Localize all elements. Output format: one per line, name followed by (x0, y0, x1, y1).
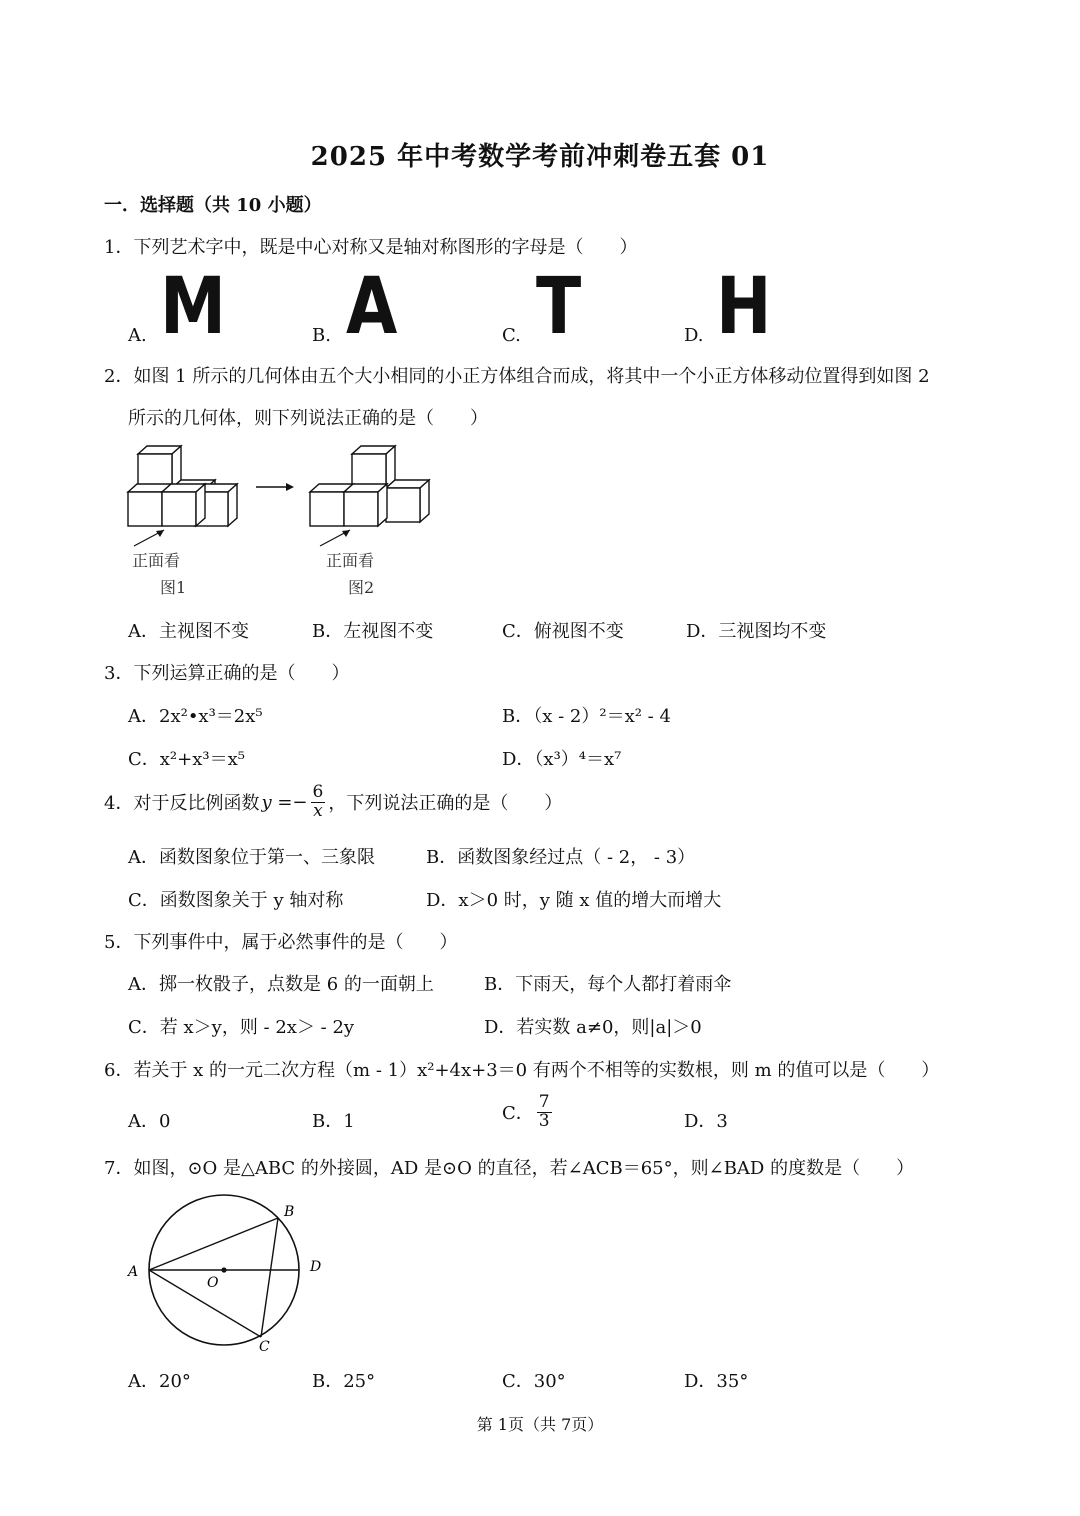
q1-option-b-label: B. (312, 325, 331, 346)
label-a: A (128, 1264, 139, 1280)
q4-option-d: D．x＞0 时，y 随 x 值的增大而增大 (426, 890, 722, 911)
q4-function: y =− (261, 791, 308, 813)
q1-option-d-label: D. (684, 325, 704, 346)
label-b: B (284, 1204, 295, 1220)
q2-cube-figures (120, 440, 440, 605)
q1-option-b-letter: A (346, 262, 398, 352)
q7-option-b: B．25° (312, 1371, 376, 1392)
q2-option-a: A．主视图不变 (128, 621, 249, 642)
fig1-view-label: 正面看 (132, 551, 181, 570)
label-c: C (259, 1339, 270, 1355)
chord-ac (149, 1270, 261, 1337)
q7-option-c: C．30° (502, 1371, 566, 1392)
q7-option-d: D．35° (684, 1371, 749, 1392)
label-o: O (207, 1275, 219, 1291)
q7-circle-figure (118, 1192, 338, 1357)
q1-option-a-label: A. (128, 325, 147, 346)
q6-option-c-fraction (537, 1094, 552, 1131)
figure-1-cubes (128, 446, 237, 526)
q4-prefix: 4．对于反比例函数 (104, 793, 260, 815)
chord-ab (149, 1218, 278, 1270)
q4-fraction-numerator: 6 (312, 782, 324, 802)
q1-option-d-letter: H (716, 262, 772, 352)
center-point (221, 1267, 226, 1272)
q5-option-c: C．若 x＞y，则 - 2x＞ - 2y (128, 1017, 355, 1038)
q1-option-a-letter: M (160, 262, 226, 352)
q6-option-c (502, 1094, 555, 1131)
q3-option-d: D．（x³）⁴＝x⁷ (502, 749, 622, 770)
label-d: D (310, 1259, 322, 1275)
q4-fraction (311, 784, 326, 821)
q3-option-b: B．（x - 2）²＝x² - 4 (502, 706, 671, 727)
question-2-stem-line2: 所示的几何体，则下列说法正确的是（ ） (128, 408, 488, 429)
q4-option-c: C．函数图象关于 y 轴对称 (128, 890, 344, 911)
q5-option-a: A．掷一枚骰子，点数是 6 的一面朝上 (128, 974, 434, 995)
q4-option-a: A．函数图象位于第一、三象限 (128, 847, 375, 868)
figure-2-cubes (310, 446, 429, 526)
fig1-caption: 图1 (160, 578, 187, 597)
q5-option-d: D．若实数 a≠0，则|a|＞0 (484, 1017, 702, 1038)
q6-option-b: B．1 (312, 1111, 355, 1132)
q1-option-c-label: C. (502, 325, 521, 346)
page-title: 2025 年中考数学考前冲刺卷五套 01 (310, 142, 770, 172)
question-6-stem: 6．若关于 x 的一元二次方程（m - 1）x²+4x+3＝0 有两个不相等的实数根，则 m 的值可以是（ ） (104, 1060, 940, 1081)
q3-option-c: C．x²+x³＝x⁵ (128, 749, 245, 770)
question-2-stem-line1: 2．如图 1 所示的几何体由五个大小相同的小正方体组合而成，将其中一个小正方体移动位置得到如图 2 (104, 366, 930, 387)
q6-option-c-denominator: 3 (538, 1110, 550, 1131)
q2-option-b: B．左视图不变 (312, 621, 434, 642)
q7-option-a: A．20° (128, 1371, 191, 1392)
q2-option-d: D．三视图均不变 (686, 621, 827, 642)
section-heading: 一．选择题（共 10 小题） (104, 195, 322, 216)
q5-option-b: B．下雨天，每个人都打着雨伞 (484, 974, 732, 995)
q6-option-a: A．0 (128, 1111, 171, 1132)
question-5-stem: 5．下列事件中，属于必然事件的是（ ） (104, 932, 458, 953)
q1-option-c-letter: T (536, 262, 582, 352)
q4-fraction-denominator: x (313, 800, 323, 821)
question-3-stem: 3．下列运算正确的是（ ） (104, 663, 350, 684)
page-footer: 第 1页（共 7页） (476, 1415, 604, 1434)
q4-suffix: ，下列说法正确的是（ ） (328, 793, 563, 815)
q6-option-c-numerator: 7 (538, 1092, 550, 1112)
q6-option-c-label: C． (502, 1103, 534, 1125)
q3-option-a: A．2x²•x³＝2x⁵ (128, 706, 263, 727)
question-1-stem: 1．下列艺术字中，既是中心对称又是轴对称图形的字母是（ ） (104, 237, 638, 258)
q4-option-b: B．函数图象经过点（ - 2， - 3） (426, 847, 696, 868)
fig2-view-label: 正面看 (326, 551, 375, 570)
q6-option-d: D．3 (684, 1111, 728, 1132)
question-7-stem: 7．如图，⊙O 是△ABC 的外接圆，AD 是⊙O 的直径，若∠ACB＝65°，则∠BAD 的度数是（ ） (104, 1158, 915, 1179)
chord-bc (261, 1218, 278, 1337)
q2-option-c: C．俯视图不变 (502, 621, 624, 642)
question-4-stem (104, 784, 562, 821)
fig2-caption: 图2 (348, 578, 375, 597)
